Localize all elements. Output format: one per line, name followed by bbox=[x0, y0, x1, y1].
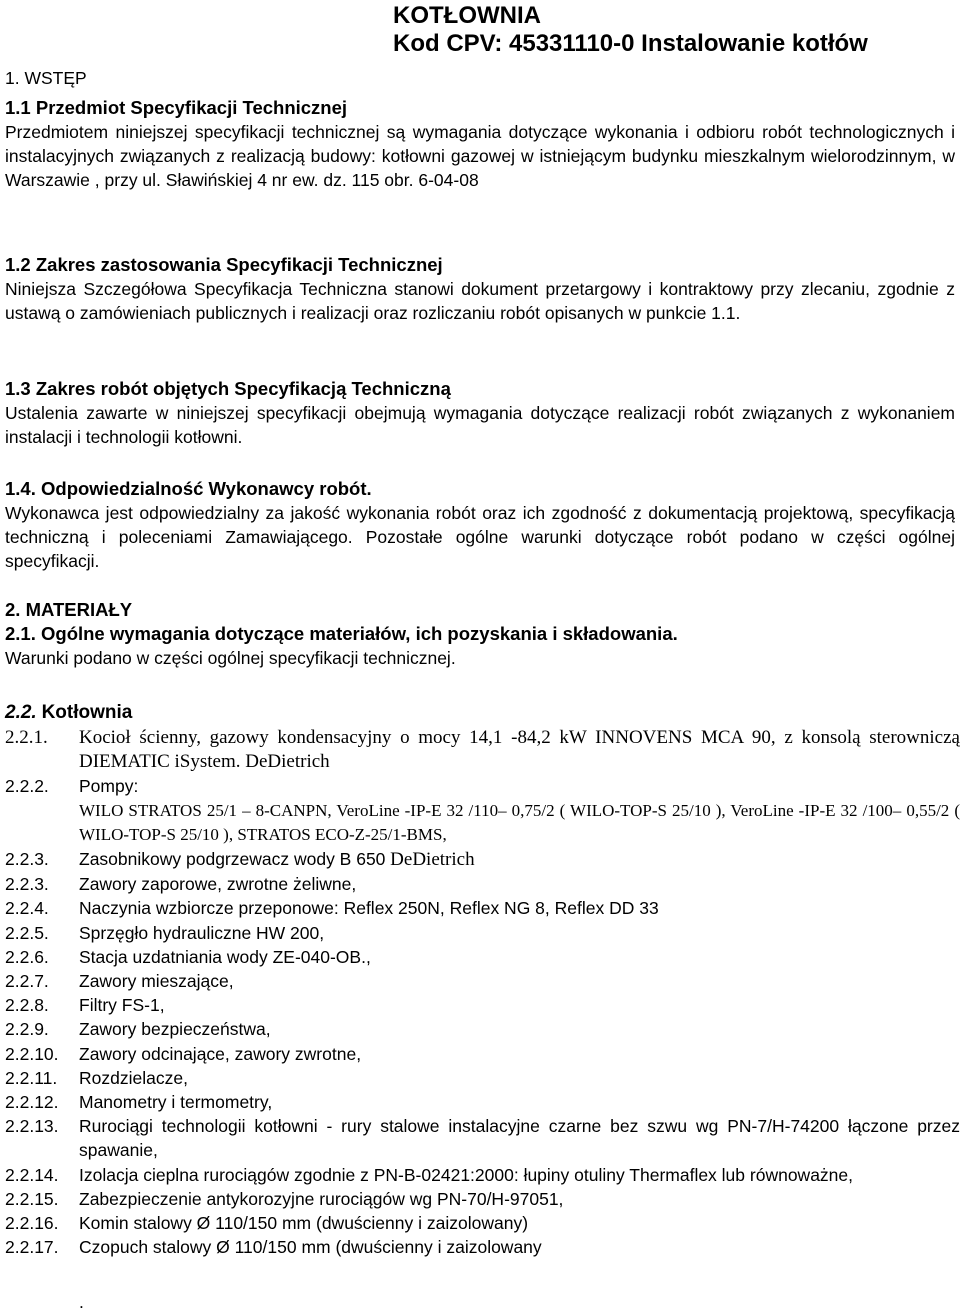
item-number: 2.2.8. bbox=[5, 995, 49, 1016]
section-1-2 bbox=[5, 253, 955, 325]
section-2-2-number: 2.2. bbox=[5, 702, 37, 723]
document-title bbox=[393, 2, 960, 58]
section-1-4-heading: 1.4. Odpowiedzialność Wykonawcy robót. bbox=[5, 478, 372, 499]
section-1-2-heading: 1.2 Zakres zastosowania Specyfikacji Technicznej bbox=[5, 254, 443, 275]
list-item bbox=[5, 774, 960, 798]
section-1-1-heading: 1.1 Przedmiot Specyfikacji Technicznej bbox=[5, 97, 348, 118]
item-number: 2.2.11. bbox=[5, 1067, 58, 1088]
item-lead: WILO bbox=[79, 800, 124, 820]
item-lead: Zawory zaporowe, zwrotne żeliwne, bbox=[79, 874, 357, 895]
item-number: 2.2.9. bbox=[5, 1019, 49, 1040]
list-item bbox=[5, 726, 960, 774]
section-1-3-body: Ustalenia zawarte w niniejszej specyfikacji obejmują wymagania dotyczące realizacji robót związanych z wykonaniem instalacji i technologii kotłowni. bbox=[5, 403, 955, 447]
section-1-3 bbox=[5, 377, 955, 449]
list-item bbox=[5, 1211, 960, 1235]
item-lead: Zawory bezpieczeństwa, bbox=[79, 1019, 271, 1040]
trailing-dot: . bbox=[79, 1292, 84, 1312]
item-number: 2.2.2. bbox=[5, 776, 49, 797]
item-lead: Zawory odcinające, zawory zwrotne, bbox=[79, 1043, 362, 1064]
list-item bbox=[5, 1090, 960, 1114]
list-item bbox=[5, 921, 960, 945]
item-number: 2.2.1. bbox=[5, 727, 48, 748]
list-item bbox=[5, 945, 960, 969]
list-item bbox=[5, 1163, 960, 1187]
item-number: 2.2.7. bbox=[5, 971, 49, 992]
item-lead: Zasobnikowy podgrzewacz wody B 650 bbox=[79, 849, 386, 870]
section-2 bbox=[5, 598, 955, 670]
section-1-4-body: Wykonawca jest odpowiedzialny za jakość wykonania robót oraz ich zgodność z dokumentacją projektową, specyfikacją techniczną i poleceniami Zamawiającego. Pozostałe ogólne warunki dotyczące robót podano w części ogólnej specyfikacji. bbox=[5, 503, 955, 571]
section-1-heading: 1. WSTĘP bbox=[5, 68, 87, 88]
item-lead: Rozdzielacze, bbox=[79, 1067, 188, 1088]
list-item bbox=[5, 1235, 960, 1259]
item-number: 2.2.3. bbox=[5, 849, 49, 870]
item-number: 2.2.14. bbox=[5, 1164, 59, 1185]
list-item bbox=[5, 799, 960, 847]
item-lead: Stacja uzdatniania wody ZE-040-OB., bbox=[79, 946, 371, 967]
materials-list bbox=[5, 726, 960, 1259]
list-item bbox=[5, 969, 960, 993]
list-item bbox=[5, 872, 960, 896]
section-1-4 bbox=[5, 477, 955, 573]
list-item bbox=[5, 993, 960, 1017]
section-1-1-body: Przedmiotem niniejszej specyfikacji technicznej są wymagania dotyczące wykonania i odbioru robót technologicznych i instalacyjnych związanych z realizacją budowy: kotłowni gazowej w istniejącym budynku mieszkalnym wielorodzinnym, w Warszawie , przy ul. Sławińskiej 4 nr ew. dz. 115 obr. 6-04-08 bbox=[5, 122, 955, 190]
item-lead: Manometry i termometry, bbox=[79, 1092, 273, 1113]
item-number: 2.2.4. bbox=[5, 898, 49, 919]
item-number bbox=[5, 799, 79, 847]
item-lead: Izolacja cieplna rurociągów zgodnie z PN-B-02421:2000: łupiny otuliny Thermaflex lub równoważne, bbox=[79, 1164, 853, 1185]
item-lead: Zabezpieczenie antykorozyjne rurociągów wg PN-70/H-97051, bbox=[79, 1188, 564, 1209]
item-number: 2.2.15. bbox=[5, 1188, 59, 1209]
list-item bbox=[5, 896, 960, 920]
section-2-2-title: Kotłownia bbox=[41, 702, 133, 723]
list-item bbox=[5, 847, 960, 872]
item-number: 2.2.5. bbox=[5, 922, 49, 943]
item-text: ścienny, gazowy kondensacyjny o mocy 14,1 -84,2 kW INNOVENS MCA 90, z konsolą sterowniczą DIEMATIC iSystem. DeDietrich bbox=[79, 727, 960, 773]
item-number: 2.2.16. bbox=[5, 1213, 59, 1234]
section-2-2-heading bbox=[5, 700, 955, 725]
section-2-heading: 2. MATERIAŁY bbox=[5, 599, 133, 620]
item-lead: Pompy: bbox=[79, 776, 139, 797]
item-lead: Naczynia wzbiorcze przeponowe: Reflex 250N, Reflex NG 8, Reflex DD 33 bbox=[79, 898, 659, 919]
section-1-2-body: Niniejsza Szczegółowa Specyfikacja Techniczna stanowi dokument przetargowy i kontraktowy przy zlecaniu, zgodnie z ustawą o zamówieniach publicznych i realizacji oraz rozliczaniu robót opisanych w punkcie 1.1. bbox=[5, 279, 955, 323]
item-number: 2.2.10. bbox=[5, 1043, 59, 1064]
item-number: 2.2.17. bbox=[5, 1237, 59, 1258]
item-text: DeDietrich bbox=[385, 849, 475, 871]
section-1-1 bbox=[5, 96, 955, 192]
item-number: 2.2.13. bbox=[5, 1116, 59, 1137]
item-lead: Rurociągi technologii kotłowni - rury stalowe instalacyjne czarne bez szwu wg PN-7/H-74200 łączone przez spawanie, bbox=[79, 1116, 960, 1161]
item-lead: Zawory mieszające, bbox=[79, 971, 234, 992]
list-item bbox=[5, 1066, 960, 1090]
section-2-1-heading: 2.1. Ogólne wymagania dotyczące materiałów, ich pozyskania i składowania. bbox=[5, 623, 678, 644]
section-2-1-body: Warunki podano w części ogólnej specyfikacji technicznej. bbox=[5, 648, 456, 668]
list-item bbox=[5, 1042, 960, 1066]
title-line-1: KOTŁOWNIA bbox=[393, 2, 541, 29]
item-lead: Czopuch stalowy Ø 110/150 mm (dwuścienny i zaizolowany bbox=[79, 1237, 542, 1258]
item-lead: Komin stalowy Ø 110/150 mm (dwuścienny i zaizolowany) bbox=[79, 1213, 529, 1234]
item-number: 2.2.12. bbox=[5, 1092, 59, 1113]
list-item bbox=[5, 1187, 960, 1211]
title-line-2: Kod CPV: 45331110-0 Instalowanie kotłów bbox=[393, 30, 868, 57]
list-item bbox=[5, 1114, 960, 1162]
item-lead: Filtry FS-1, bbox=[79, 995, 165, 1016]
section-1-3-heading: 1.3 Zakres robót objętych Specyfikacją Techniczną bbox=[5, 378, 451, 399]
item-lead: Sprzęgło hydrauliczne HW 200, bbox=[79, 922, 325, 943]
item-lead: Kocioł bbox=[79, 727, 131, 748]
item-number: 2.2.3. bbox=[5, 874, 49, 895]
item-number: 2.2.6. bbox=[5, 946, 49, 967]
item-text: STRATOS 25/1 – 8-CANPN, VeroLine -IP-E 32 /110– 0,75/2 ( WILO-TOP-S 25/10 ), VeroLine -IP-E 32 /100– 0,55/2 ( WILO-TOP-S 25/10 ), STRATOS ECO-Z-25/1-BMS, bbox=[79, 800, 960, 844]
list-item bbox=[5, 1017, 960, 1041]
